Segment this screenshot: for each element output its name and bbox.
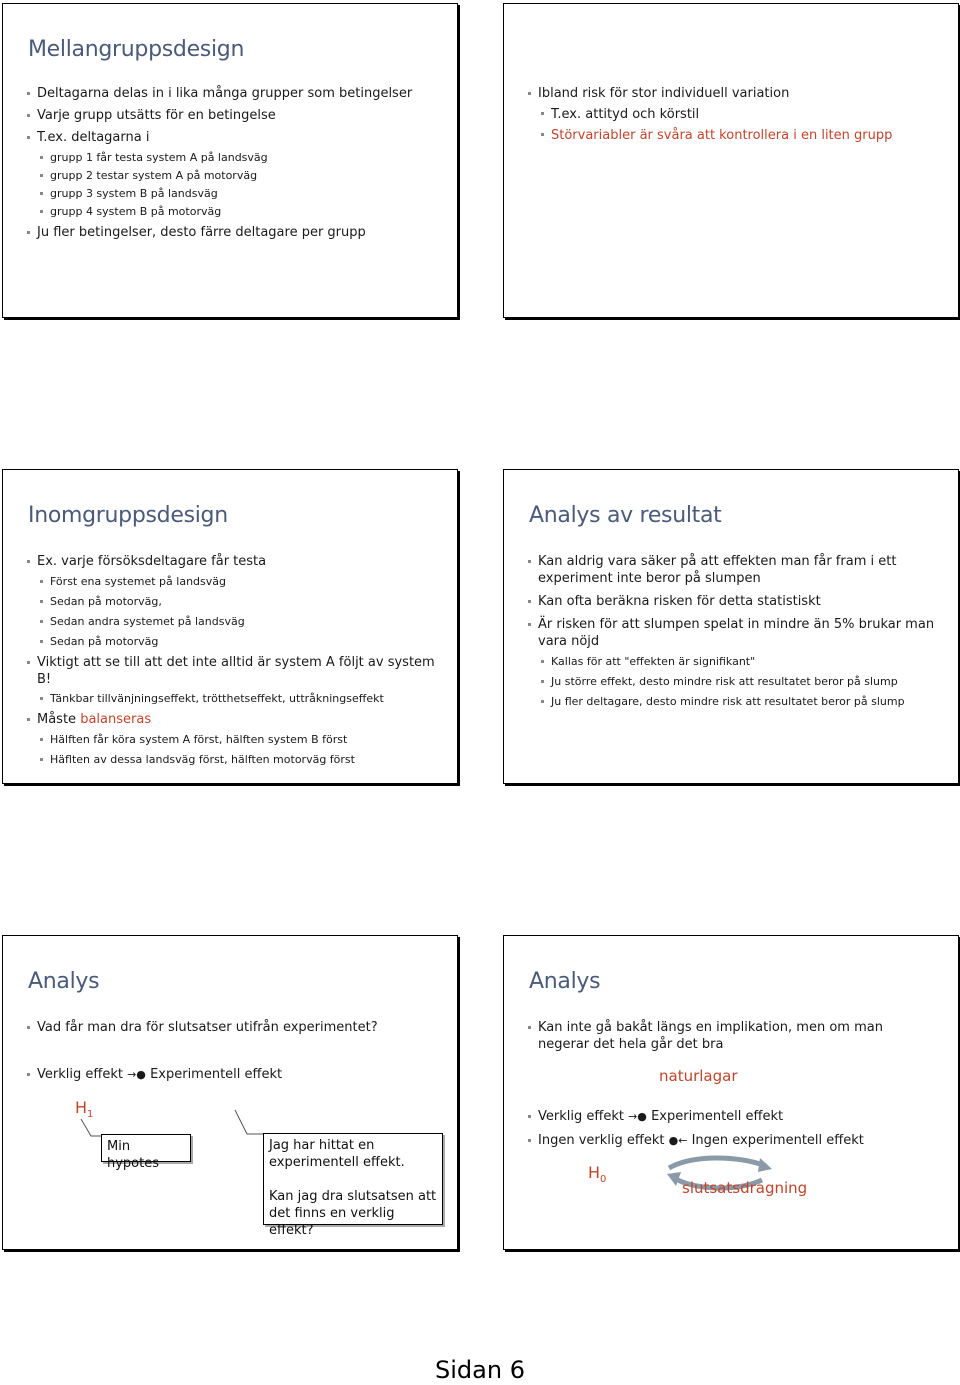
bullet-text: Måste [37,712,77,727]
bullet-list [526,85,948,144]
implication-right: Experimentell effekt [651,1109,784,1124]
slide-title: Mellangruppsdesign [28,37,245,62]
curved-arrows [504,936,960,1251]
sub-bullet: Sedan andra systemet på landsväg [25,614,447,629]
bullet-list [25,85,447,241]
slide-inomgruppsdesign [2,469,458,784]
hypothesis-letter: H [588,1163,601,1182]
sub-bullet: Häflten av dessa landsväg först, hälften motorväg först [25,752,447,767]
sub-bullet: Tänkbar tillvänjningseffekt, trötthetseffekt, uttråkningseffekt [25,691,447,706]
conclusion-box [263,1133,443,1238]
sub-bullet: Hälften får köra system A först, hälften system B först [25,732,447,747]
sub-bullet: Sedan på motorväg [25,634,447,649]
bullet: Deltagarna delas in i lika många grupper som betingelser [25,85,447,102]
bullet: Kan aldrig vara säker på att effekten man får fram i ett experiment inte beror på slumpen [526,553,938,587]
slide-title: Analys [529,969,601,994]
sub-bullet: T.ex. attityd och körstil [526,106,948,123]
bullet: Viktigt att se till att det inte alltid är system A följt av system B! [25,654,447,688]
slutsatsdragning-label: slutsatsdragning [682,1179,808,1197]
page-number: Sidan 6 [435,1356,525,1384]
bullet: Ibland risk för stor individuell variation [526,85,948,102]
bullet: Ju fler betingelser, desto färre deltagare per grupp [25,224,447,241]
conclusion-text-2: Kan jag dra slutsatsen att det finns en verklig effekt? [269,1189,437,1238]
bullet: Kan ofta beräkna risken för detta statistiskt [526,593,938,610]
sub-bullet: Ju fler deltagare, desto mindre risk att resultatet beror på slump [526,694,938,709]
implies-arrow-icon: →● [628,1110,647,1123]
sub-bullet: Ju större effekt, desto mindre risk att resultatet beror på slump [526,674,938,689]
bullet: Kan inte gå bakåt längs en implikation, men om man negerar det hela går det bra [526,1019,938,1053]
bullet-list [25,553,447,767]
bullet: Ex. varje försöksdeltagare får testa [25,553,447,570]
hypothesis-subscript: 0 [600,1174,607,1186]
implies-arrow-icon: →● [127,1068,146,1081]
hypothesis-letter: H [75,1098,88,1117]
sub-bullet: Sedan på motorväg, [25,594,447,609]
sub-bullet: grupp 3 system B på landsväg [25,186,447,201]
bullet: Vad får man dra för slutsatser utifrån experimentet? [25,1019,447,1036]
implication-left: Verklig effekt [538,1109,624,1124]
slide-analys-av-resultat [503,469,959,784]
hypothesis-box: Min hypotes [101,1134,191,1162]
sub-bullet: Först ena systemet på landsväg [25,574,447,589]
naturlagar-label: naturlagar [659,1067,738,1085]
hypothesis-subscript: 1 [87,1109,94,1121]
sub-bullet-highlight: Störvariabler är svåra att kontrollera i en liten grupp [526,127,948,144]
bullet: Är risken för att slumpen spelat in mindre än 5% brukar man vara nöjd [526,616,938,650]
reverse-arrow-icon: ●← [668,1134,688,1147]
slide-mellangruppsdesign [2,3,458,318]
slide-analys-2 [503,935,959,1250]
bullet: Varje grupp utsätts för en betingelse [25,107,447,124]
sub-bullet: grupp 4 system B på motorväg [25,204,447,219]
slide-title: Inomgruppsdesign [28,503,228,528]
sub-bullet: Kallas för att "effekten är signifikant" [526,654,938,669]
implication-right: Experimentell effekt [150,1067,283,1082]
highlight-word: balanseras [80,712,152,727]
slide-analys-1 [2,935,458,1250]
sub-bullet: grupp 1 får testa system A på landsväg [25,150,447,165]
bullet-list [526,553,938,709]
conclusion-text-1: Jag har hittat en experimentell effekt. [269,1138,405,1170]
slide-individuell-variation [503,3,959,318]
implication-left: Verklig effekt [37,1067,123,1082]
slide-title: Analys [28,969,100,994]
bullet: T.ex. deltagarna i [25,129,447,146]
slide-title: Analys av resultat [529,503,722,528]
implication-left: Ingen verklig effekt [538,1133,665,1148]
implication-right: Ingen experimentell effekt [691,1133,864,1148]
sub-bullet: grupp 2 testar system A på motorväg [25,168,447,183]
bullet [25,711,447,728]
